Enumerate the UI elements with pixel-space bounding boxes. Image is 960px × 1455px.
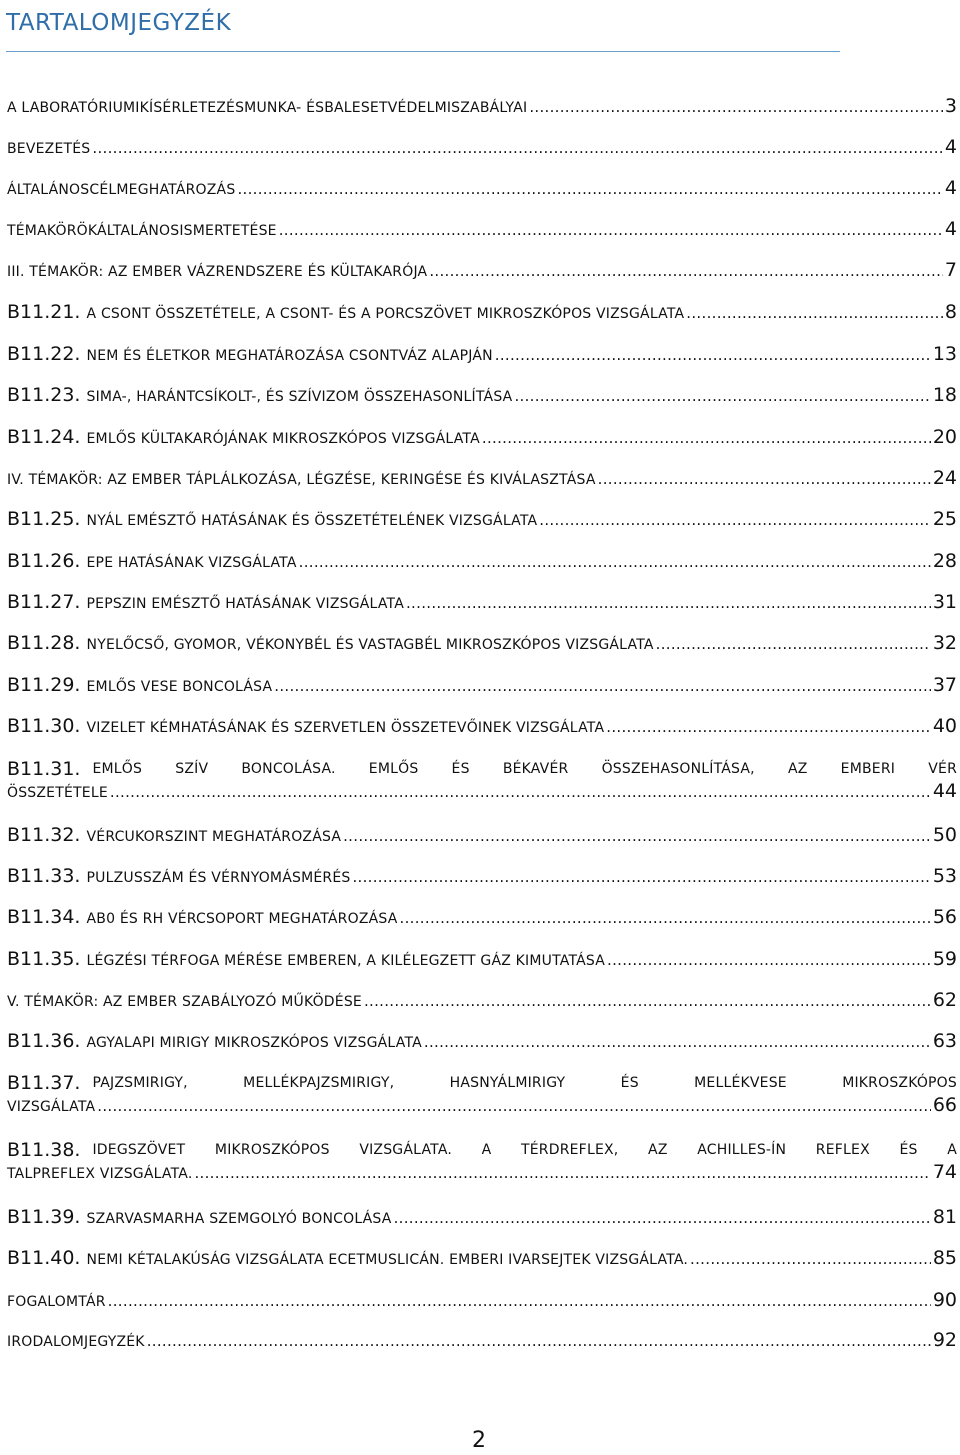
toc-entry-text — [7, 947, 605, 973]
toc-entry-text — [7, 176, 235, 202]
toc-entry-number: B11.38. — [7, 1139, 81, 1161]
toc-entry[interactable] — [7, 466, 957, 492]
toc-entry-title: VIZELET KÉMHATÁSÁNAK ÉS SZERVETLEN ÖSSZETEVŐINEK VIZSGÁLATA — [86, 720, 605, 736]
toc-entry[interactable] — [7, 425, 957, 451]
toc-entry-page: 62 — [932, 989, 957, 1011]
toc-entry[interactable] — [7, 217, 957, 243]
toc-entry-number: B11.27. — [7, 591, 81, 613]
toc-entry-title: NEM ÉS ÉLETKOR MEGHATÁROZÁSA CSONTVÁZ ALAPJÁN — [86, 348, 493, 364]
toc-entry-line — [7, 1029, 957, 1055]
toc-entry-number: B11.39. — [7, 1206, 81, 1228]
toc-entry-title-continued: ÖSSZETÉTELE — [7, 785, 108, 801]
toc-entry-title: III. TÉMAKÖR: AZ EMBER VÁZRENDSZERE ÉS KÜLTAKARÓJA — [7, 264, 428, 280]
dot-leader — [539, 508, 931, 532]
toc-entry-line — [7, 1093, 957, 1119]
toc-entry-text — [7, 549, 297, 575]
toc-entry-line — [7, 823, 957, 849]
toc-entry-line — [7, 864, 957, 890]
toc-entry[interactable] — [7, 1071, 957, 1119]
toc-entry-line — [7, 757, 957, 781]
toc-entry-page: 8 — [944, 301, 957, 323]
toc-entry-line — [7, 300, 957, 326]
toc-entry-page: 37 — [932, 674, 957, 696]
toc-entry-number: B11.24. — [7, 426, 81, 448]
toc-entry-title: SZARVASMARHA SZEMGOLYÓ BONCOLÁSA — [86, 1211, 392, 1227]
toc-entry-title: ÁLTALÁNOSCÉLMEGHATÁROZÁS — [7, 182, 236, 198]
dot-leader — [514, 384, 930, 408]
dot-leader — [690, 1247, 931, 1271]
toc-entry[interactable] — [7, 383, 957, 409]
toc-entry-text — [7, 94, 527, 120]
toc-entry[interactable] — [7, 988, 957, 1014]
toc-entry-line — [7, 1160, 957, 1186]
toc-entry-title: AGYALAPI MIRIGY MIKROSZKÓPOS VIZSGÁLATA — [86, 1035, 422, 1051]
toc-entry[interactable] — [7, 673, 957, 699]
toc-entry-line — [7, 176, 957, 202]
toc-entry-line — [7, 779, 957, 805]
toc-entry-text — [7, 864, 350, 890]
toc-entry-text — [7, 342, 493, 368]
dot-leader — [364, 989, 931, 1013]
toc-entry-number: B11.33. — [7, 865, 81, 887]
toc-entry-line — [7, 590, 957, 616]
toc-entry-line — [7, 507, 957, 533]
toc-entry[interactable] — [7, 94, 957, 120]
toc-entry[interactable] — [7, 1246, 957, 1272]
toc-entry-page: 90 — [932, 1289, 957, 1311]
toc-entry-title: IRODALOMJEGYZÉK — [7, 1334, 145, 1350]
toc-entry-title: VÉRCUKORSZINT MEGHATÁROZÁSA — [86, 829, 342, 845]
toc-entry[interactable] — [7, 300, 957, 326]
dot-leader — [429, 259, 943, 283]
toc-entry[interactable] — [7, 135, 957, 161]
dot-leader — [406, 591, 931, 615]
toc-entry-title: A LABORATÓRIUMIKÍSÉRLETEZÉSMUNKA- ÉSBALESETVÉDELMISZABÁLYAI — [7, 100, 528, 116]
dot-leader — [482, 426, 931, 450]
toc-entry-title: BEVEZETÉS — [7, 141, 91, 157]
toc-entry[interactable] — [7, 176, 957, 202]
toc-entry-number: B11.28. — [7, 632, 81, 654]
toc-entry-page: 31 — [932, 591, 957, 613]
toc-entry-page: 4 — [944, 218, 957, 240]
toc-entry-page: 4 — [944, 177, 957, 199]
dot-leader — [352, 865, 930, 889]
toc-entry-text — [7, 714, 604, 740]
toc-entry-text — [7, 823, 341, 849]
toc-entry-line — [7, 135, 957, 161]
toc-entry-page: 63 — [932, 1030, 957, 1052]
page-title: TARTALOMJEGYZÉK — [6, 10, 232, 36]
toc-entry-number: B11.26. — [7, 550, 81, 572]
toc-entry[interactable] — [7, 342, 957, 368]
toc-entry[interactable] — [7, 1288, 957, 1314]
toc-entry-page: 81 — [932, 1206, 957, 1228]
toc-entry-number: B11.40. — [7, 1247, 81, 1269]
toc-entry-text — [7, 135, 90, 161]
toc-entry-title: NYÁL EMÉSZTŐ HATÁSÁNAK ÉS ÖSSZETÉTELÉNEK VIZSGÁLATA — [86, 513, 538, 529]
toc-entry-title: V. TÉMAKÖR: AZ EMBER SZABÁLYOZÓ MŰKÖDÉSE — [7, 994, 362, 1010]
toc-entry-text — [7, 1246, 688, 1272]
toc-entry-title: SIMA-, HARÁNTCSÍKOLT-, ÉS SZÍVIZOM ÖSSZEHASONLÍTÁSA — [86, 389, 513, 405]
toc-entry-title: EMLŐS VESE BONCOLÁSA — [86, 679, 273, 695]
dot-leader — [299, 550, 931, 574]
toc-entry-text — [7, 300, 684, 326]
toc-entry-line — [7, 383, 957, 409]
toc-entry[interactable] — [7, 1138, 957, 1186]
toc-entry-page: 85 — [932, 1247, 957, 1269]
toc-entry-line — [7, 905, 957, 931]
toc-entry-text — [7, 258, 427, 284]
toc-entry-line — [7, 342, 957, 368]
toc-entry-line — [7, 425, 957, 451]
toc-entry-line — [7, 1328, 957, 1354]
toc-entry-page: 4 — [944, 136, 957, 158]
toc-entry-line — [7, 1288, 957, 1314]
toc-entry[interactable] — [7, 823, 957, 849]
dot-leader — [274, 674, 931, 698]
toc-entry-line — [7, 1205, 957, 1231]
toc-entry-line — [7, 714, 957, 740]
dot-leader — [598, 467, 931, 491]
toc-entry[interactable] — [7, 258, 957, 284]
toc-entry[interactable] — [7, 549, 957, 575]
toc-entry-line — [7, 549, 957, 575]
toc-entry-page: 25 — [932, 508, 957, 530]
toc-entry-title: LÉGZÉSI TÉRFOGA MÉRÉSE EMBEREN, A KILÉLEGZETT GÁZ KIMUTATÁSA — [86, 953, 606, 969]
toc-entry-page: 7 — [944, 259, 957, 281]
toc-entry[interactable] — [7, 1205, 957, 1231]
toc-entry[interactable] — [7, 507, 957, 533]
toc-entry-line — [7, 673, 957, 699]
toc-entry[interactable] — [7, 1029, 957, 1055]
toc-entry-number: B11.34. — [7, 906, 81, 928]
dot-leader — [424, 1030, 931, 1054]
toc-entry-title: PULZUSSZÁM ÉS VÉRNYOMÁSMÉRÉS — [86, 870, 351, 886]
toc-entry-page: 20 — [932, 426, 957, 448]
toc-entry-line — [7, 631, 957, 657]
toc-entry-line — [7, 1246, 957, 1272]
toc-entry[interactable] — [7, 905, 957, 931]
toc-entry-text — [7, 590, 404, 616]
toc-entry-number: B11.35. — [7, 948, 81, 970]
toc-entry-title: EMLŐS KÜLTAKARÓJÁNAK MIKROSZKÓPOS VIZSGÁLATA — [86, 431, 480, 447]
toc-entry-text — [7, 383, 512, 409]
toc-entry-title: AB0 ÉS RH VÉRCSOPORT MEGHATÁROZÁSA — [86, 911, 398, 927]
toc-entry-page: 32 — [932, 632, 957, 654]
dot-leader — [394, 1206, 931, 1230]
toc-entry-page: 53 — [932, 865, 957, 887]
toc-entry-number: B11.31. — [7, 758, 81, 780]
toc-entry-title: EMLŐS SZÍV BONCOLÁSA. EMLŐS ÉS BÉKAVÉR ÖSSZEHASONLÍTÁSA, AZ EMBERI VÉR — [92, 761, 957, 777]
toc-entry-text — [7, 631, 654, 657]
toc-entry-text — [7, 507, 537, 533]
toc-entry-page: 44 — [932, 780, 957, 802]
toc-entry[interactable] — [7, 590, 957, 616]
toc-entry-title: IDEGSZÖVET MIKROSZKÓPOS VIZSGÁLATA. A TÉRDREFLEX, AZ ACHILLES-ÍN REFLEX ÉS A — [92, 1142, 957, 1158]
dot-leader — [97, 1094, 931, 1118]
toc-entry-text — [7, 217, 277, 243]
toc-entry-number: B11.23. — [7, 384, 81, 406]
dot-leader — [400, 906, 931, 930]
page-number: 2 — [472, 1428, 486, 1453]
dot-leader — [194, 1161, 930, 1185]
toc-entry-text — [7, 1205, 392, 1231]
toc-entry-text — [7, 1288, 106, 1314]
toc-entry-number: B11.32. — [7, 824, 81, 846]
toc-entry-title: FOGALOMTÁR — [7, 1294, 106, 1310]
dot-leader — [237, 177, 942, 201]
toc-entry-page: 50 — [932, 824, 957, 846]
toc-entry-page: 59 — [932, 948, 957, 970]
toc-entry-line — [7, 258, 957, 284]
toc-entry[interactable] — [7, 631, 957, 657]
toc-entry[interactable] — [7, 714, 957, 740]
toc-entry-line — [7, 988, 957, 1014]
toc-entry-page: 74 — [932, 1161, 957, 1183]
toc-entry-page: 66 — [932, 1094, 957, 1116]
dot-leader — [279, 218, 943, 242]
toc-entry-title: NYELŐCSŐ, GYOMOR, VÉKONYBÉL ÉS VASTAGBÉL MIKROSZKÓPOS VIZSGÁLATA — [86, 637, 654, 653]
dot-leader — [110, 780, 931, 804]
toc-entry-title-continued: TALPREFLEX VIZSGÁLATA. — [7, 1166, 193, 1182]
toc-entry-line — [7, 94, 957, 120]
toc-entry-page: 13 — [932, 343, 957, 365]
toc-entry-text — [7, 1328, 145, 1354]
toc-entry-title: NEMI KÉTALAKÚSÁG VIZSGÁLATA ECETMUSLICÁN. EMBERI IVARSEJTEK VIZSGÁLATA. — [86, 1252, 689, 1268]
toc-entry-page: 40 — [932, 715, 957, 737]
title-underline — [6, 51, 840, 52]
toc-entry-line — [7, 466, 957, 492]
toc-entry-number: B11.30. — [7, 715, 81, 737]
toc-entry-page: 92 — [932, 1329, 957, 1351]
toc-entry-text — [7, 673, 272, 699]
toc-entry-number: B11.22. — [7, 343, 81, 365]
dot-leader — [686, 301, 943, 325]
toc-entry-text — [7, 905, 398, 931]
toc-entry-page: 3 — [944, 95, 957, 117]
toc-entry-line — [7, 1071, 957, 1095]
toc-entry-text — [7, 1029, 422, 1055]
toc-entry-text — [7, 466, 596, 492]
toc-entry-page: 24 — [932, 467, 957, 489]
toc-entry-number: B11.25. — [7, 508, 81, 530]
dot-leader — [343, 824, 931, 848]
dot-leader — [147, 1329, 931, 1353]
toc-entry-line — [7, 217, 957, 243]
toc-entry-title: IV. TÉMAKÖR: AZ EMBER TÁPLÁLKOZÁSA, LÉGZÉSE, KERINGÉSE ÉS KIVÁLASZTÁSA — [7, 472, 596, 488]
toc-entry-number: B11.36. — [7, 1030, 81, 1052]
toc-entry-line — [7, 947, 957, 973]
dot-leader — [495, 343, 931, 367]
toc-entry-title: PAJZSMIRIGY, MELLÉKPAJZSMIRIGY, HASNYÁLMIRIGY ÉS MELLÉKVESE MIKROSZKÓPOS — [92, 1075, 957, 1091]
dot-leader — [529, 95, 943, 119]
toc-entry-text — [7, 988, 362, 1014]
dot-leader — [656, 632, 931, 656]
toc-entry-title-continued: VIZSGÁLATA — [7, 1099, 96, 1115]
dot-leader — [92, 136, 943, 160]
toc-entry-number: B11.21. — [7, 301, 81, 323]
toc-entry[interactable] — [7, 864, 957, 890]
toc-entry-page: 56 — [932, 906, 957, 928]
toc-entry-title: A CSONT ÖSSZETÉTELE, A CSONT- ÉS A PORCSZÖVET MIKROSZKÓPOS VIZSGÁLATA — [86, 306, 685, 322]
dot-leader — [606, 715, 931, 739]
toc-entry-page: 18 — [932, 384, 957, 406]
toc-entry-number: B11.29. — [7, 674, 81, 696]
toc-entry[interactable] — [7, 947, 957, 973]
dot-leader — [108, 1289, 931, 1313]
toc-entry-number: B11.37. — [7, 1072, 81, 1094]
toc-entry-title: EPE HATÁSÁNAK VIZSGÁLATA — [86, 555, 297, 571]
toc-entry-text — [7, 425, 480, 451]
toc-entry[interactable] — [7, 1328, 957, 1354]
toc-entry-line — [7, 1138, 957, 1162]
toc-entry-title: PEPSZIN EMÉSZTŐ HATÁSÁNAK VIZSGÁLATA — [86, 596, 404, 612]
toc-entry-title: TÉMAKÖRÖKÁLTALÁNOSISMERTETÉSE — [7, 223, 277, 239]
toc-entry-page: 28 — [932, 550, 957, 572]
dot-leader — [607, 948, 931, 972]
toc-entry[interactable] — [7, 757, 957, 805]
